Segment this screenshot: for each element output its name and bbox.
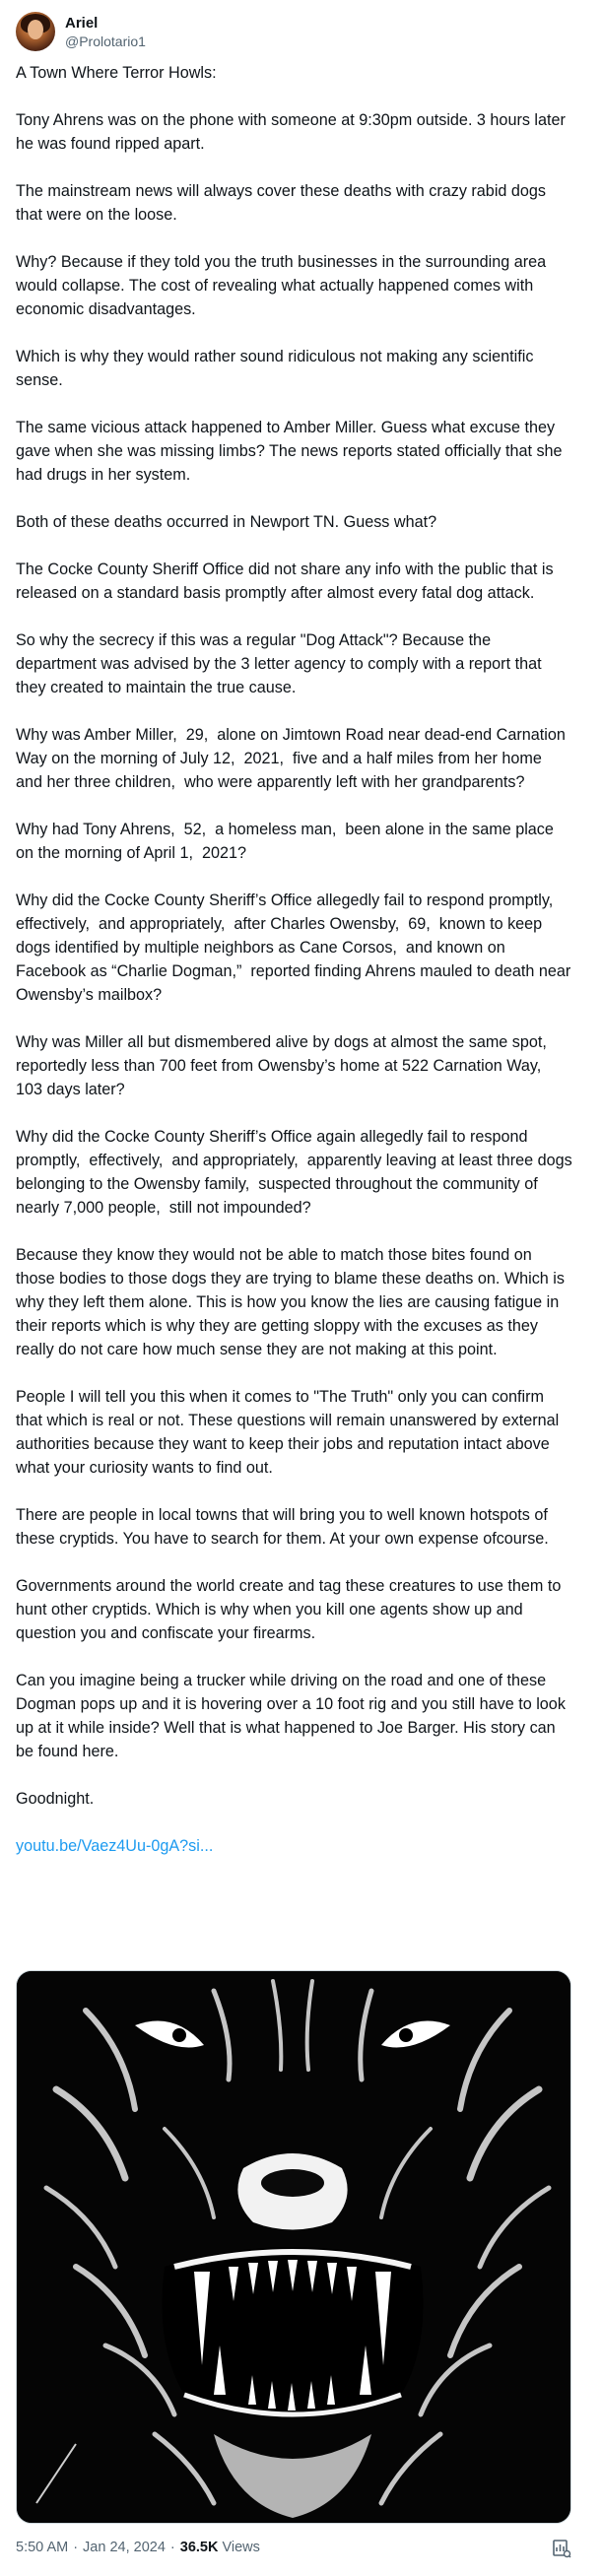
tweet-image[interactable] bbox=[16, 1970, 571, 2524]
views-count: 36.5K bbox=[179, 2540, 219, 2555]
author-display-name[interactable]: Ariel bbox=[65, 14, 99, 32]
snarling-wolf-image bbox=[17, 1971, 570, 2523]
tweet-paragraph: The Cocke County Sheriff Office did not share any info with the public that is released on a standard basis promptly after almost every fatal dog attack. bbox=[16, 561, 559, 602]
tweet-paragraph: The mainstream news will always cover these deaths with crazy rabid dogs that were on the loose. bbox=[16, 182, 551, 224]
youtube-link[interactable]: youtu.be/Vaez4Uu-0gA?si... bbox=[16, 1837, 214, 1855]
tweet-paragraph: Why had Tony Ahrens, 52, a homeless man, been alone in the same place on the morning of April 1, 2021? bbox=[16, 821, 559, 862]
tweet-paragraph: A Town Where Terror Howls: bbox=[16, 64, 217, 82]
tweet-paragraph: Both of these deaths occurred in Newport TN. Guess what? bbox=[16, 513, 437, 531]
tweet-paragraph: Can you imagine being a trucker while driving on the road and one of these Dogman pops up and it is hovering over a 10 foot rig and you still have to look up at it while inside? Well that is what happened to Joe Barger. His story can be found here. bbox=[16, 1672, 570, 1760]
tweet-paragraph: Goodnight. bbox=[16, 1790, 95, 1808]
tweet-paragraph: Why was Amber Miller, 29, alone on Jimtown Road near dead-end Carnation Way on the morning of July 12, 2021, five and a half miles from her home and her three children, who were apparently left with her grandparents? bbox=[16, 726, 570, 791]
separator-dot: · bbox=[73, 2540, 79, 2555]
tweet-paragraph: Why? Because if they told you the truth businesses in the surrounding area would collapse. The cost of revealing what actually happened comes with economic disadvantages. bbox=[16, 253, 551, 318]
tweet-paragraph: There are people in local towns that will bring you to well known hotspots of these cryptids. You have to search for them. At your own expense ofcourse. bbox=[16, 1506, 553, 1548]
avatar[interactable] bbox=[16, 12, 55, 51]
views-label: Views bbox=[222, 2540, 260, 2555]
tweet-paragraph: Why was Miller all but dismembered alive by dogs at almost the same spot, reportedly less than 700 feet from Owensby’s home at 522 Carnation Way, 103 days later? bbox=[16, 1033, 556, 1098]
separator-dot: · bbox=[169, 2540, 175, 2555]
avatar-face bbox=[28, 20, 43, 39]
tweet-metadata bbox=[16, 2537, 260, 2558]
tweet-date[interactable]: Jan 24, 2024 bbox=[83, 2540, 166, 2555]
tweet-paragraph: Why did the Cocke County Sheriff’s Office allegedly fail to respond promptly, effectively, and appropriately, after Charles Owensby, 69, known to keep dogs identified by multiple neighbors as Cane Corsos, and known on Facebook as “Charlie Dogman,” reported finding Ahrens mauled to death near Owensby’s mailbox? bbox=[16, 892, 575, 1004]
tweet-header bbox=[16, 11, 146, 52]
tweet-paragraph: Which is why they would rather sound ridiculous not making any scientific sense. bbox=[16, 348, 538, 389]
tweet-text bbox=[16, 61, 577, 1858]
tweet-paragraph: So why the secrecy if this was a regular "Dog Attack"? Because the department was advised by the 3 letter agency to comply with a report that they created to maintain the true cause. bbox=[16, 631, 547, 696]
tweet-time[interactable]: 5:50 AM bbox=[16, 2540, 69, 2555]
author-handle[interactable]: @Prolotario1 bbox=[65, 33, 146, 49]
tweet-paragraph: Tony Ahrens was on the phone with someone at 9:30pm outside. 3 hours later he was found ripped apart. bbox=[16, 111, 570, 153]
tweet-paragraph: Because they know they would not be able to match those bites found on those bodies to those dogs they are trying to blame these deaths on. Which is why they left them alone. This is how you know the lies are causing fatigue in their reports which is why they are getting sloppy with the excuses as they really do not care how much sense they are not making at this point. bbox=[16, 1246, 569, 1358]
tweet-paragraph: Why did the Cocke County Sheriff’s Office again allegedly fail to respond promptly, effectively, and appropriately, apparently leaving at least three dogs belonging to the Owensby family, suspected throughout the community of nearly 7,000 people, still not impounded? bbox=[16, 1128, 577, 1217]
author-names bbox=[65, 14, 146, 50]
tweet-paragraph: The same vicious attack happened to Amber Miller. Guess what excuse they gave when she was missing limbs? The news reports stated officially that she had drugs in her system. bbox=[16, 419, 568, 484]
tweet-paragraph: People I will tell you this when it comes to "The Truth" only you can confirm that which is real or not. These questions will remain unanswered by external authorities because they want to keep their jobs and reputation intact above what your curiosity wants to find out. bbox=[16, 1388, 564, 1477]
tweet-paragraph: Governments around the world create and tag these creatures to use them to hunt other cryptids. Which is why when you kill one agents show up and question you and confiscate your firearms. bbox=[16, 1577, 566, 1642]
analytics-icon[interactable] bbox=[552, 2539, 571, 2558]
